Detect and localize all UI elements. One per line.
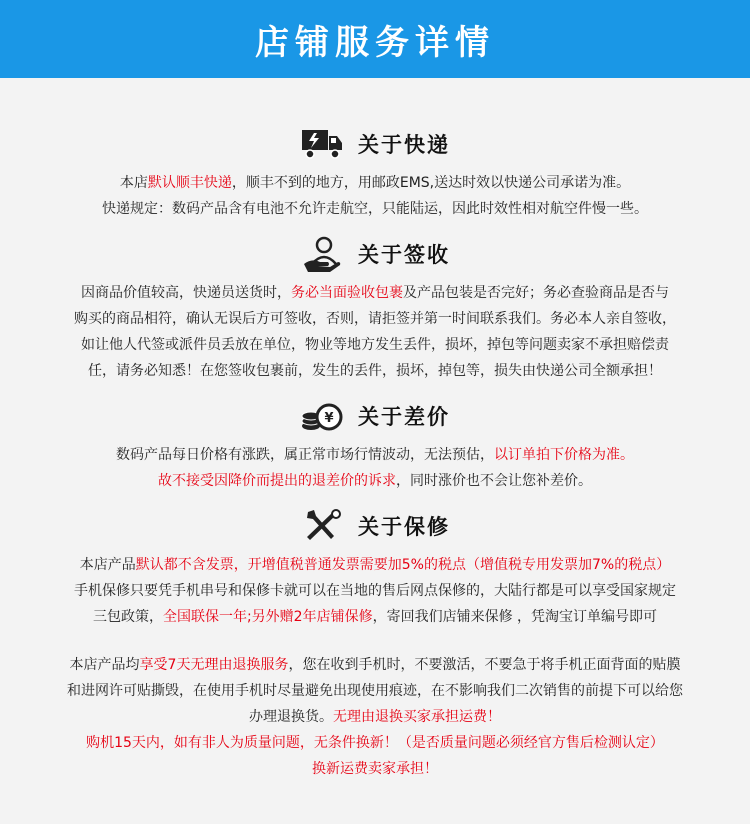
returns-highlight: 无理由退换买家承担运费！ (333, 709, 501, 725)
delivery-truck-icon (300, 124, 344, 164)
returns-line-1 (0, 652, 750, 678)
warranty-line-1 (0, 552, 750, 578)
signing-text: 及产品包装是否完好；务必查验商品是否与 (403, 285, 669, 301)
svg-text:¥: ¥ (324, 411, 334, 426)
price-highlight: 故不接受因降价而提出的退差价的诉求 (158, 473, 396, 489)
delivery-highlight: 默认顺丰快递 (147, 175, 232, 191)
section-price-header (0, 396, 750, 436)
user-hand-icon (300, 234, 344, 274)
signing-line-4: 任，请务必知悉！在您签收包裹前，发生的丢件，损坏，掉包等，损失由快递公司全额承担！ (88, 363, 662, 379)
signing-highlight: 务必当面验收包裹 (291, 285, 403, 301)
page-title: 店铺服务详情 (255, 22, 495, 63)
delivery-text: ，顺丰不到的地方，用邮政EMS,送达时效以快递公司承诺为准。 (231, 175, 631, 191)
delivery-line-2: 快递规定：数码产品含有电池不允许走航空，只能陆运，因此时效性相对航空件慢一些。 (102, 201, 648, 217)
returns-line-3 (0, 704, 750, 730)
price-line-1 (0, 442, 750, 468)
warranty-line-3 (0, 604, 750, 630)
yen-coins-icon (300, 396, 344, 436)
section-price-title: 关于差价 (358, 405, 450, 429)
returns-line-4: 购机15天内，如有非人为质量问题，无条件换新！（是否质量问题必须经官方售后检测认定） (86, 735, 664, 751)
section-warranty-title: 关于保修 (358, 515, 450, 539)
warranty-text: 三包政策， (92, 609, 163, 625)
price-line-2 (0, 468, 750, 494)
section-signing-title: 关于签收 (358, 243, 450, 267)
warranty-highlight: 全国联保一年;另外赠2年店铺保修 (162, 609, 373, 625)
section-price (0, 396, 750, 494)
signing-line-3: 如让他人代签或派件员丢放在单位，物业等地方发生丢件，损坏，掉包等问题卖家不承担赔偿责 (81, 337, 669, 353)
signing-text: 因商品价值较高，快递员送货时， (81, 285, 291, 301)
tools-icon (300, 506, 344, 546)
price-text: ，同时涨价也不会让您补差价。 (396, 473, 592, 489)
section-delivery-title: 关于快递 (358, 133, 450, 157)
returns-text: 本店产品均 (69, 657, 140, 673)
section-delivery-header (0, 124, 750, 164)
returns-line-5: 换新运费卖家承担！ (312, 761, 438, 777)
warranty-text: ，寄回我们店铺来保修 ，凭淘宝订单编号即可 (372, 609, 658, 625)
signing-line-1 (0, 280, 750, 306)
section-returns (0, 652, 750, 782)
returns-highlight: 享受7天无理由退换服务 (139, 657, 289, 673)
section-signing-header (0, 234, 750, 274)
warranty-highlight: 默认都不含发票，开增值税普通发票需要加5%的税点（增值税专用发票加7%的税点） (135, 557, 671, 573)
returns-line-2: 和进网许可贴撕毁，在使用手机时尽量避免出现使用痕迹，在不影响我们二次销售的前提下可以给您 (67, 683, 683, 699)
price-highlight: 以订单拍下价格为准。 (494, 447, 634, 463)
price-text: 数码产品每日价格有涨跌，属正常市场行情波动，无法预估， (116, 447, 494, 463)
returns-text: ，您在收到手机时，不要激活，不要急于将手机正面背面的贴膜 (288, 657, 681, 673)
section-warranty-header (0, 506, 750, 546)
delivery-line-1 (0, 170, 750, 196)
section-warranty (0, 506, 750, 630)
warranty-text: 本店产品 (79, 557, 136, 573)
section-signing (0, 234, 750, 384)
delivery-text: 本店 (119, 175, 148, 191)
warranty-line-2: 手机保修只要凭手机串号和保修卡就可以在当地的售后网点保修的，大陆行都是可以享受国家规定 (74, 583, 676, 599)
header-banner (0, 0, 750, 78)
returns-text: 办理退换货。 (249, 709, 333, 725)
section-delivery (0, 124, 750, 222)
signing-line-2: 购买的商品相符，确认无误后方可签收，否则，请拒签并第一时间联系我们。务必本人亲自签收， (74, 311, 676, 327)
